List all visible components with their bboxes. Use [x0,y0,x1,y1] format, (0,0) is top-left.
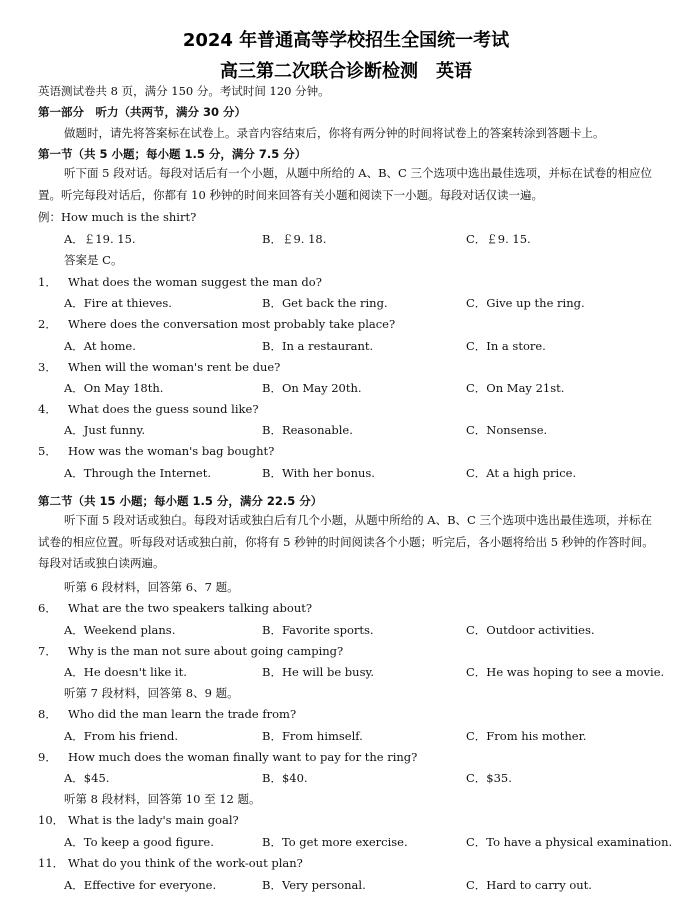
example-option-c: C．￡9. 15. [466,232,531,246]
option-b: B．From himself. [262,729,363,743]
option-c: C．He was hoping to see a movie. [466,665,665,679]
example-answer: 答案是 C。 [64,253,123,267]
material-8-note: 听第 8 段材料，回答第 10 至 12 题。 [64,792,261,806]
question-text: Where does the conversation most probably take place? [68,317,396,331]
question-number: 6． [38,601,57,615]
option-a: A．Through the Internet. [64,466,211,480]
option-c: C．From his mother. [466,729,587,743]
question-text: How was the woman's bag bought? [68,444,275,458]
option-b: B．With her bonus. [262,466,375,480]
question-number: 11． [38,856,65,870]
question-number: 10． [38,813,65,827]
option-a: A．Effective for everyone. [64,878,217,892]
option-c: C．On May 21st. [466,381,565,395]
question-text: What does the guess sound like? [68,402,259,416]
option-a: A．On May 18th. [64,381,164,395]
question-number: 8． [38,707,57,721]
option-a: A．At home. [64,339,136,353]
option-a: A．Just funny. [64,423,146,437]
option-c: C．Nonsense. [466,423,548,437]
example-option-a: A．￡19. 15. [64,232,136,246]
option-a: A．From his friend. [64,729,179,743]
part1-heading: 第一部分 听力（共两节，满分 30 分） [38,105,247,119]
option-a: A．$45. [64,771,110,785]
option-a: A．He doesn't like it. [64,665,187,679]
option-c: C．To have a physical examination. [466,835,673,849]
option-b: B．He will be busy. [262,665,375,679]
option-c: C．Outdoor activities. [466,623,595,637]
material-7-note: 听第 7 段材料，回答第 8、9 题。 [64,686,239,700]
question-text: What do you think of the work-out plan? [68,856,303,870]
question-number: 9． [38,750,57,764]
material-6-note: 听第 6 段材料，回答第 6、7 题。 [64,580,239,594]
option-c: C．In a store. [466,339,546,353]
option-b: B．Get back the ring. [262,296,388,310]
option-a: A．To keep a good figure. [64,835,214,849]
question-number: 5． [38,444,57,458]
option-a: A．Fire at thieves. [64,296,172,310]
question-text: When will the woman's rent be due? [68,360,281,374]
question-number: 7． [38,644,57,658]
option-c: C．Give up the ring. [466,296,585,310]
question-number: 2． [38,317,57,331]
option-c: C．At a high price. [466,466,577,480]
exam-title: 2024 年普通高等学校招生全国统一考试 [182,30,510,51]
question-text: What does the woman suggest the man do? [68,275,322,289]
option-b: B．Very personal. [262,878,366,892]
section1-instruction: 听下面 5 段对话。每段对话后有一个小题，从题中所给的 A、B、C 三个选项中选出最佳选项，并标在试卷的相应位置。听完每段对话后，你都有 10 秒钟的时间来回答有关小题和阅读下一小题。每段对话仅读一遍。 [38,166,652,202]
question-text: Why is the man not sure about going camping? [68,644,344,658]
section1-heading: 第一节（共 5 小题；每小题 1.5 分，满分 7.5 分） [38,147,307,161]
option-b: B．Reasonable. [262,423,353,437]
section2-heading: 第二节（共 15 小题；每小题 1.5 分，满分 22.5 分） [38,494,323,508]
option-c: C．Hard to carry out. [466,878,592,892]
option-b: B．Favorite sports. [262,623,374,637]
question-number: 3． [38,360,57,374]
exam-subtitle: 高三第二次联合诊断检测 英语 [220,61,472,82]
question-text: Who did the man learn the trade from? [68,707,297,721]
option-b: B．$40. [262,771,308,785]
question-text: What is the lady's main goal? [68,813,239,827]
option-b: B．To get more exercise. [262,835,408,849]
option-c: C．$35. [466,771,512,785]
example-option-b: B．￡9. 18. [262,232,327,246]
question-text: How much does the woman finally want to pay for the ring? [68,750,418,764]
question-number: 1． [38,275,57,289]
exam-intro: 英语测试卷共 8 页，满分 150 分。考试时间 120 分钟。 [38,84,330,98]
example-question: 例：How much is the shirt? [38,210,197,224]
part1-instruction: 做题时，请先将答案标在试卷上。录音内容结束后，你将有两分钟的时间将试卷上的答案转涂到答题卡上。 [64,126,605,140]
option-b: B．On May 20th. [262,381,362,395]
option-a: A．Weekend plans. [64,623,176,637]
question-text: What are the two speakers talking about? [68,601,313,615]
section2-instruction: 听下面 5 段对话或独白。每段对话或独白后有几个小题，从题中所给的 A、B、C 三个选项中选出最佳选项，并标在试卷的相应位置。听每段对话或独白前，你将有 5 秒钟的时间阅读各个小题；听完后，各小题将给出 5 秒钟的作答时间。每段对话或独白读两遍。 [38,513,654,570]
question-number: 4． [38,402,57,416]
option-b: B．In a restaurant. [262,339,374,353]
